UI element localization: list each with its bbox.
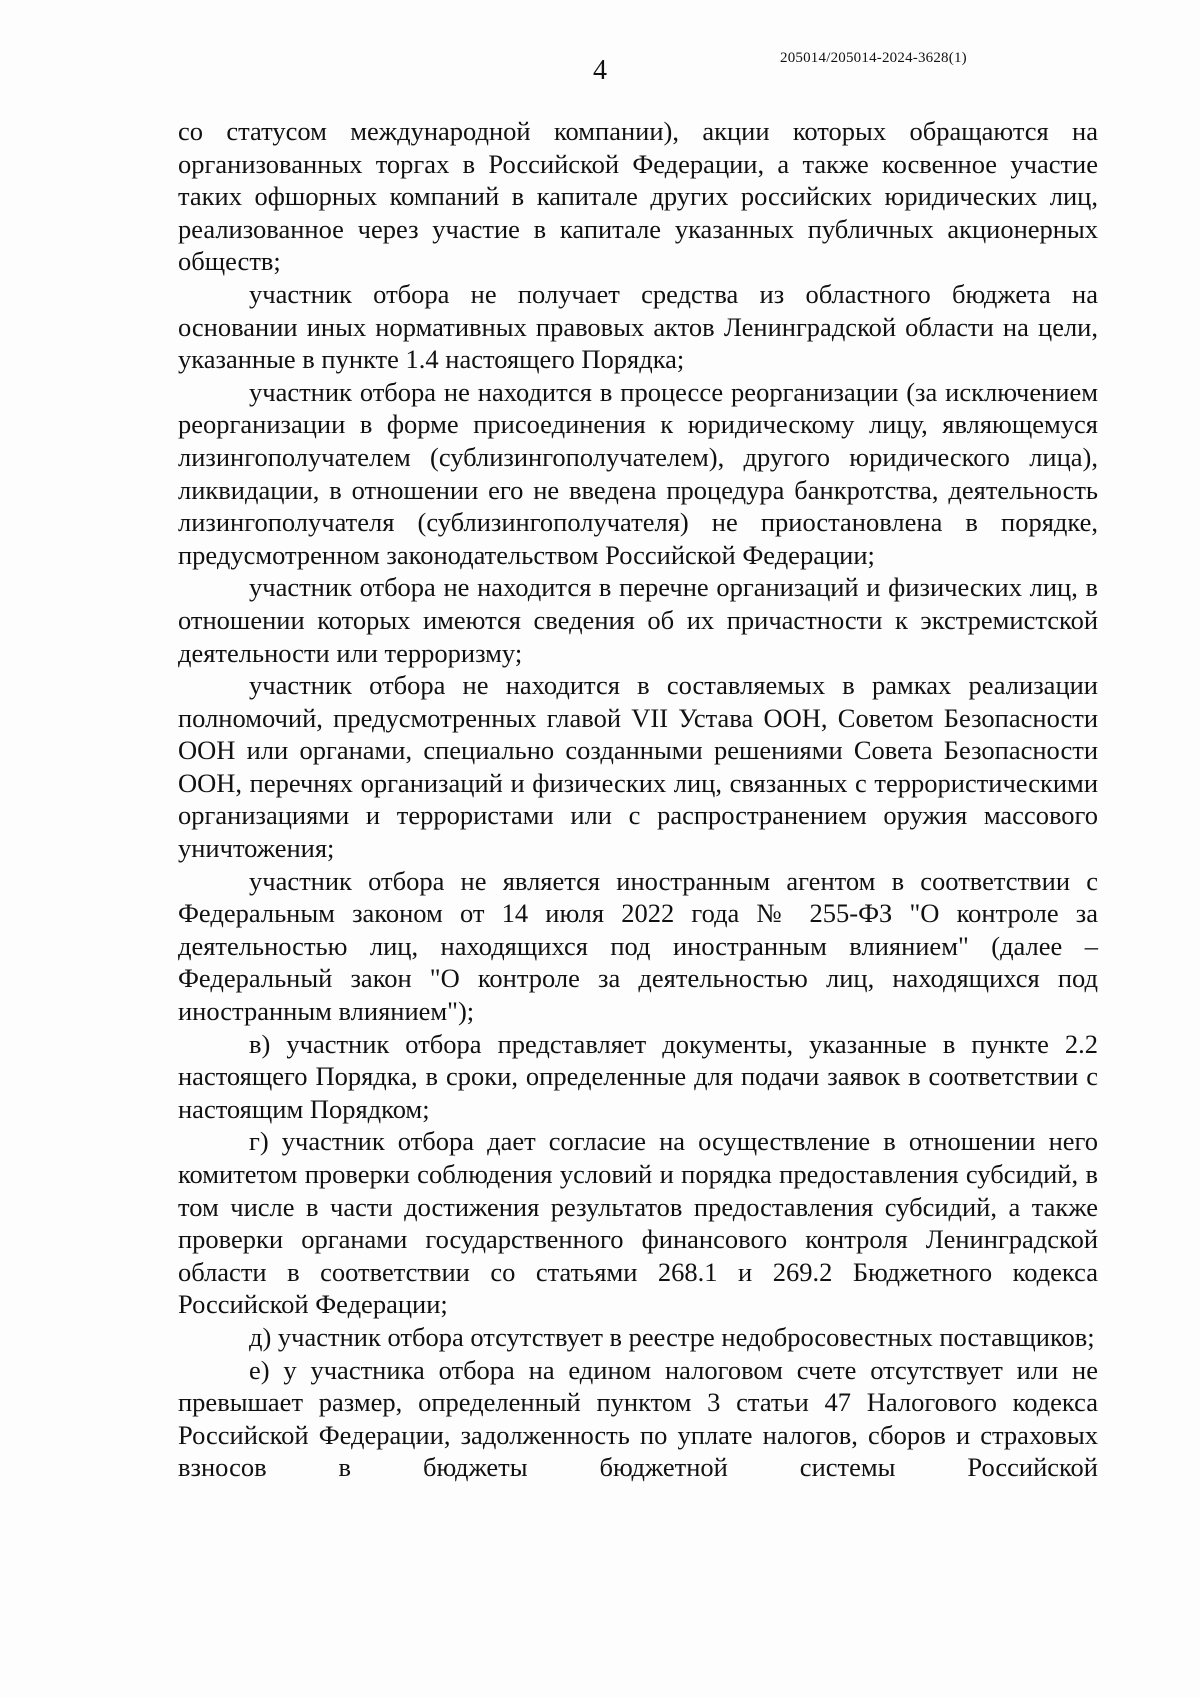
document-body: [178, 115, 1098, 1484]
paragraph: г) участник отбора дает согласие на осуществление в отношении него комитетом проверки соблюдения условий и порядка предоставления субсидий, в том числе в части достижения результатов предоставления субсидий, а также проверки органами государственного финансового контроля Ленинградской области в соответствии со статьями 268.1 и 269.2 Бюджетного кодекса Российской Федерации;: [178, 1126, 1098, 1320]
paragraph: в) участник отбора представляет документы, указанные в пункте 2.2 настоящего Порядка, в сроки, определенные для подачи заявок в соответствии с настоящим Порядком;: [178, 1028, 1098, 1124]
paragraph: со статусом международной компании), акции которых обращаются на организованных торгах в Российской Федерации, а также косвенное участие таких офшорных компаний в капитале других российских юридических лиц, реализованное через участие в капитале указанных публичных акционерных обществ;: [178, 116, 1098, 277]
document-id: 205014/205014-2024-3628(1): [780, 50, 967, 66]
paragraph: е) у участника отбора на едином налоговом счете отсутствует или не превышает размер, определенный пунктом 3 статьи 47 Налогового кодекса Российской Федерации, задолженность по уплате налогов, сборов и страховых взносов в бюджеты бюджетной системы Российской: [178, 1354, 1098, 1483]
page-number: 4: [593, 55, 607, 86]
paragraph: д) участник отбора отсутствует в реестре недобросовестных поставщиков;: [249, 1321, 1095, 1352]
paragraph: участник отбора не является иностранным агентом в соответствии с Федеральным законом от 14 июля 2022 года № 255-ФЗ "О контроле за деятельностью лиц, находящихся под иностранным влиянием" (далее – Федеральный закон "О контроле за деятельностью лиц, находящихся под иностранным влиянием");: [178, 865, 1098, 1027]
paragraph: участник отбора не находится в перечне организаций и физических лиц, в отношении которых имеются сведения об их причастности к экстремистской деятельности или терроризму;: [178, 572, 1098, 668]
paragraph: участник отбора не получает средства из областного бюджета на основании иных нормативных правовых актов Ленинградской области на цели, указанные в пункте 1.4 настоящего Порядка;: [178, 278, 1098, 375]
paragraph: участник отбора не находится в процессе реорганизации (за исключением реорганизации в форме присоединения к юридическому лицу, являющемуся лизингополучателем (сублизингополучателем), другого юридического лица), ликвидации, в отношении его не введена процедура банкротства, деятельность лизингополучателя (сублизингополучателя) не приостановлена в порядке, предусмотренном законодательством Российской Федерации;: [178, 376, 1098, 570]
paragraph: участник отбора не находится в составляемых в рамках реализации полномочий, предусмотренных главой VII Устава ООН, Советом Безопасности ООН или органами, специально созданными решениями Совета Безопасности ООН, перечнях организаций и физических лиц, связанных с террористическими организациями и террористами или с распространением оружия массового уничтожения;: [178, 670, 1098, 864]
